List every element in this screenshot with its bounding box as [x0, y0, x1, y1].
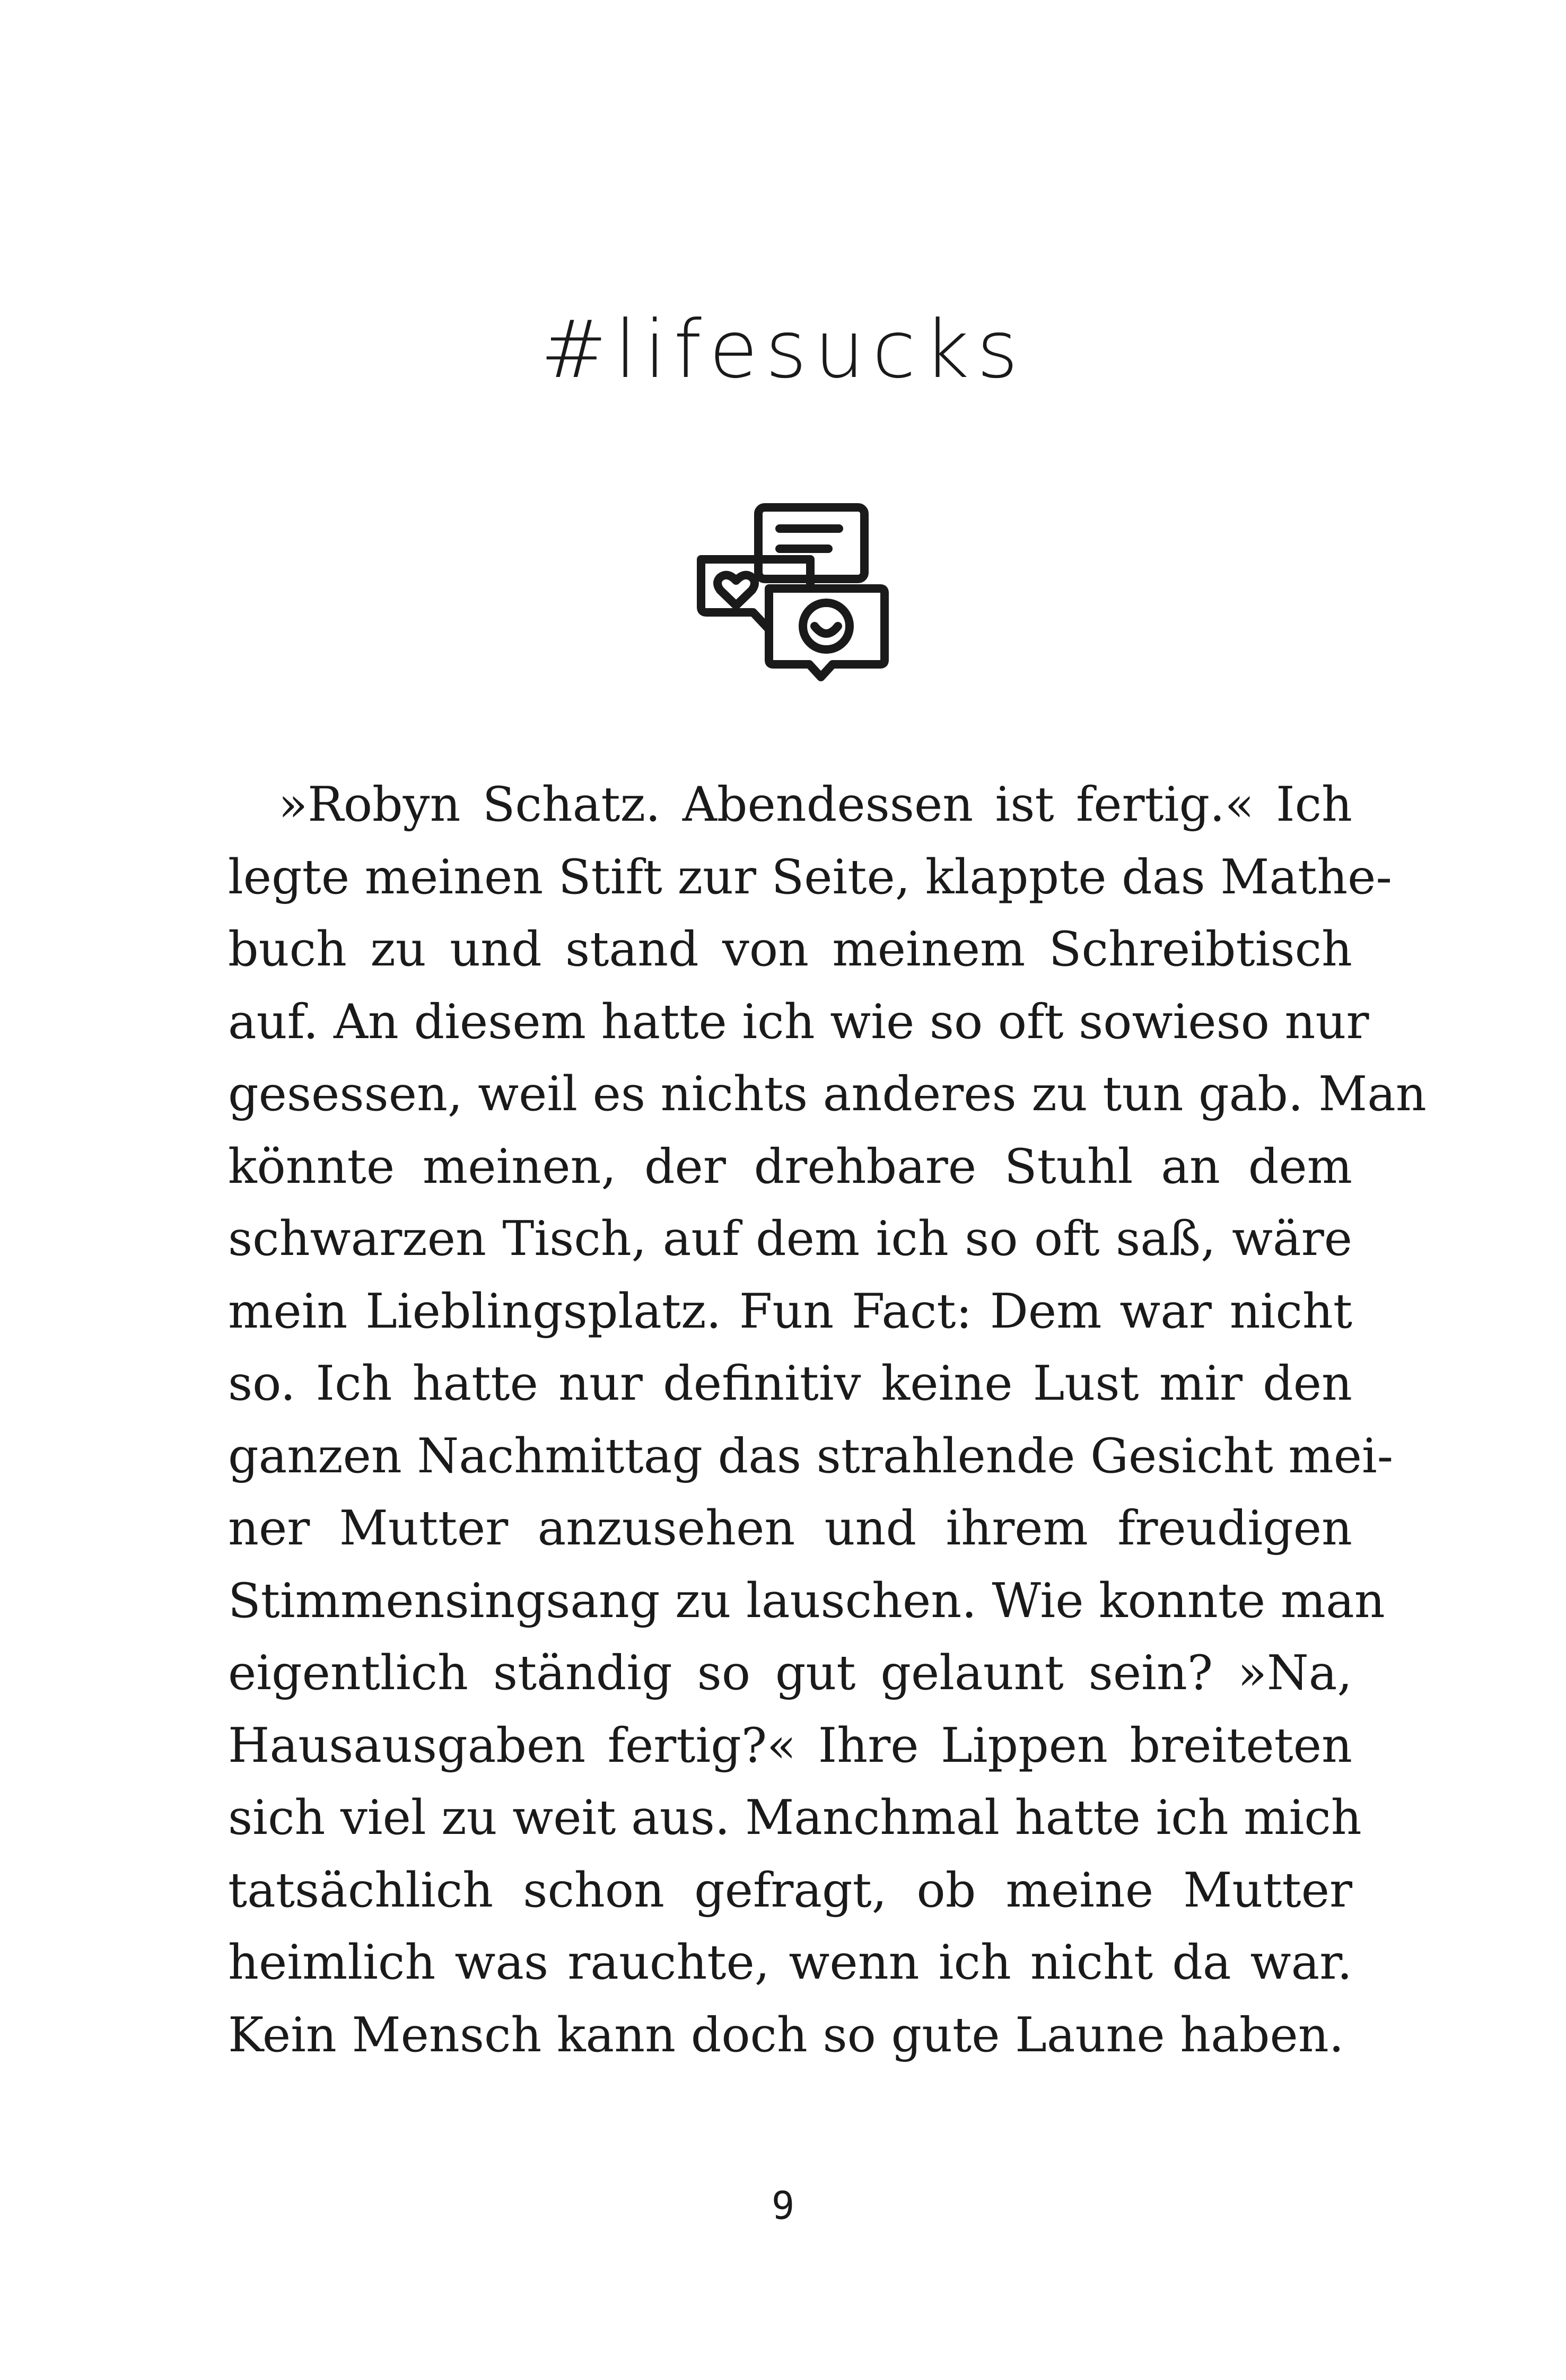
text-line: Stimmensingsang zu lauschen. Wie konnte man — [228, 1573, 1385, 1629]
heart-icon — [718, 575, 755, 605]
text-line: schwarzen Tisch, auf dem ich so oft saß, wäre — [228, 1211, 1352, 1267]
text-line: so. Ich hatte nur definitiv keine Lust mir den — [228, 1356, 1352, 1411]
text-line: gesessen, weil es nichts anderes zu tun gab. Man — [228, 1066, 1427, 1122]
text-line: auf. An diesem hatte ich wie so oft sowieso nur — [228, 994, 1369, 1050]
chat-bubbles-icon — [689, 501, 891, 697]
chapter-title: #lifesucks — [540, 304, 1026, 396]
text-line: Kein Mensch kann doch so gute Laune haben. — [228, 2007, 1344, 2063]
text-line: eigentlich ständig so gut gelaunt sein? »Na, — [228, 1645, 1352, 1701]
text-line: »Robyn Schatz. Abendessen ist fertig.« Ich — [278, 777, 1352, 832]
text-line: tatsächlich schon gefragt, ob meine Mutter — [228, 1862, 1352, 1918]
page-number: 9 — [771, 2183, 795, 2228]
text-line: heimlich was rauchte, wenn ich nicht da war. — [228, 1935, 1352, 1990]
text-line: mein Lieblingsplatz. Fun Fact: Dem war nicht — [228, 1283, 1352, 1339]
body-paragraph — [228, 769, 1427, 2071]
text-line: legte meinen Stift zur Seite, klappte das Mathe- — [228, 849, 1392, 905]
text-line: ganzen Nachmittag das strahlende Gesicht mei- — [228, 1428, 1394, 1484]
text-line: könnte meinen, der drehbare Stuhl an dem — [228, 1138, 1352, 1195]
text-line: ner Mutter anzusehen und ihrem freudigen — [228, 1500, 1352, 1556]
text-line: buch zu und stand von meinem Schreibtisch — [228, 921, 1352, 977]
text-line: Hausausgaben fertig?« Ihre Lippen breiteten — [228, 1717, 1352, 1773]
text-line: sich viel zu weit aus. Manchmal hatte ich mich — [228, 1790, 1362, 1846]
